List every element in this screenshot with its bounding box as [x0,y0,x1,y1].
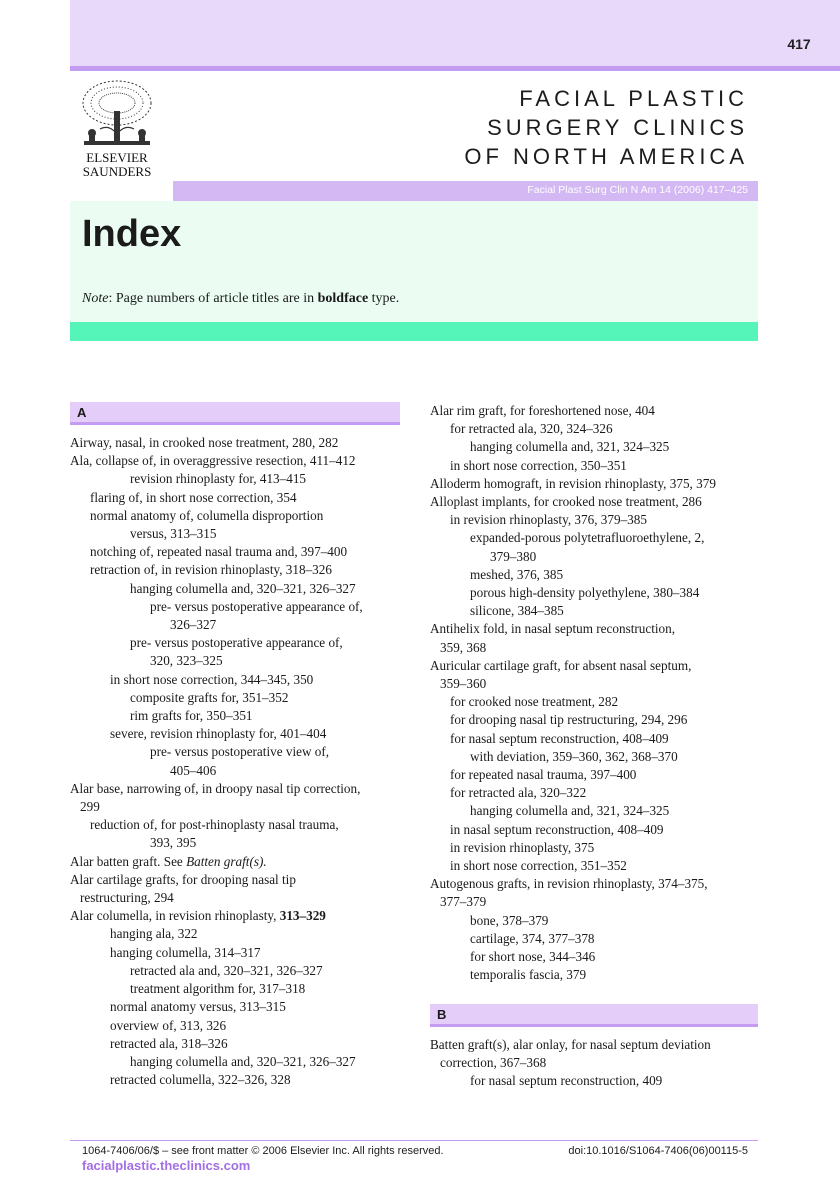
index-entry: in short nose correction, 350–351 [450,457,627,473]
index-entry: 405–406 [170,762,217,778]
index-entry: cartilage, 374, 377–378 [470,930,595,946]
index-entry: restructuring, 294 [80,890,174,906]
index-entry: 320, 323–325 [150,653,223,669]
index-entry: retracted columella, 322–326, 328 [110,1072,291,1088]
index-entry: temporalis fascia, 379 [470,967,587,983]
index-entry: pre- versus postoperative view of, [150,744,330,760]
index-entry: 377–379 [440,894,487,910]
section-letter-a: A [77,405,87,420]
index-entry [70,907,400,925]
note-bold-word: boldface [317,291,369,306]
index-entry: flaring of, in short nose correction, 354 [90,489,297,505]
index-entry [70,853,400,871]
index-entry: meshed, 376, 385 [470,566,564,582]
journal-title [464,84,748,171]
index-entry: rim grafts for, 350–351 [130,708,253,724]
index-entry-bold-pages: 313–329 [279,908,326,924]
index-entry: hanging columella and, 321, 324–325 [470,803,670,819]
index-entry: hanging columella and, 320–321, 326–327 [130,1053,356,1069]
index-entry: Auricular cartilage graft, for absent nasal septum, [430,657,692,673]
index-entry: versus, 313–315 [130,526,217,542]
index-entry: treatment algorithm for, 317–318 [130,981,306,997]
footer-doi: doi:10.1016/S1064-7406(06)00115-5 [568,1145,748,1157]
elsevier-logo [70,71,173,201]
index-entry: normal anatomy versus, 313–315 [110,999,286,1015]
note-text-2: type. [368,291,400,306]
index-entry: expanded-porous polytetrafluoroethylene, 2, [470,530,705,546]
index-entry: in short nose correction, 351–352 [450,858,627,874]
journal-title-line-2: SURGERY CLINICS [487,115,748,140]
page-number-box [758,0,840,66]
index-entry: for short nose, 344–346 [470,949,596,965]
index-entry: for crooked nose treatment, 282 [450,694,619,710]
index-entry: hanging ala, 322 [110,926,198,942]
journal-title-line-1: FACIAL PLASTIC [519,86,748,111]
index-entry: Alloderm homograft, in revision rhinoplasty, 375, 379 [430,475,716,491]
index-entry: for retracted ala, 320–322 [450,785,587,801]
note-text-1: : Page numbers of article titles are in [108,291,318,306]
index-entry: in revision rhinoplasty, 375 [450,839,595,855]
index-entry: in nasal septum reconstruction, 408–409 [450,821,664,837]
section-header-a [70,402,400,425]
index-entry: retracted ala, 318–326 [110,1035,228,1051]
index-entry: pre- versus postoperative appearance of, [150,598,363,614]
footer-rule [70,1140,758,1141]
index-entry: in revision rhinoplasty, 376, 379–385 [450,512,647,528]
index-entry-text: Alar columella, in revision rhinoplasty, [70,908,280,924]
journal-title-line-3: OF NORTH AMERICA [464,144,748,169]
index-entry: Ala, collapse of, in overaggressive resection, 411–412 [70,453,356,469]
index-entry: composite grafts for, 351–352 [130,689,289,705]
index-entry: for nasal septum reconstruction, 409 [470,1072,663,1088]
section-header-b [430,1004,758,1027]
index-entry: retraction of, in revision rhinoplasty, 318–326 [90,562,332,578]
citation: Facial Plast Surg Clin N Am 14 (2006) 417–425 [527,184,748,196]
note-label: Note [82,291,109,306]
index-entry: reduction of, for post-rhinoplasty nasal trauma, [90,817,339,833]
index-entry: Alar rim graft, for foreshortened nose, 404 [430,403,655,418]
index-entry: retracted ala and, 320–321, 326–327 [130,962,323,978]
page-number: 417 [787,36,811,52]
logo-text-elsevier: ELSEVIER [86,150,148,165]
index-entry: for drooping nasal tip restructuring, 294, 296 [450,712,688,728]
index-entry: revision rhinoplasty for, 413–415 [130,471,307,487]
index-entry-crossref: Batten graft(s). [186,853,267,869]
index-entry: Airway, nasal, in crooked nose treatment, 280, 282 [70,435,339,450]
index-entry: Autogenous grafts, in revision rhinoplasty, 374–375, [430,876,708,892]
index-entry: hanging columella, 314–317 [110,944,261,960]
index-entry: hanging columella and, 321, 324–325 [470,439,670,455]
index-entry: for nasal septum reconstruction, 408–409 [450,730,669,746]
elsevier-tree-icon [70,71,173,201]
index-column-right [430,402,758,1090]
index-entry: Batten graft(s), alar onlay, for nasal septum deviation [430,1036,711,1052]
index-entry: correction, 367–368 [440,1054,547,1070]
green-divider [70,322,758,341]
index-entry: hanging columella and, 320–321, 326–327 [130,580,356,596]
index-entry: in short nose correction, 344–345, 350 [110,671,314,687]
index-entry: 359–360 [440,676,487,692]
index-entry: bone, 378–379 [470,912,549,928]
index-entry: severe, revision rhinoplasty for, 401–404 [110,726,327,742]
index-entry: 359, 368 [440,639,487,655]
footer-url-link[interactable]: facialplastic.theclinics.com [82,1158,251,1173]
index-column-left [70,402,400,1089]
index-entry: Antihelix fold, in nasal septum reconstruction, [430,621,676,637]
index-entry: silicone, 384–385 [470,603,564,619]
page-title: Index [82,213,182,255]
index-entry: Alar base, narrowing of, in droopy nasal tip correction, [70,780,361,796]
index-entry: 299 [80,799,100,815]
header-band [70,0,758,66]
index-entry-text: Alar batten graft. See [70,853,187,869]
index-entry: pre- versus postoperative appearance of, [130,635,343,651]
index-entry: Alloplast implants, for crooked nose treatment, 286 [430,494,702,510]
section-letter-b: B [437,1006,447,1022]
index-entry: notching of, repeated nasal trauma and, 397–400 [90,544,348,560]
index-entry: with deviation, 359–360, 362, 368–370 [470,748,678,764]
logo-text-saunders: SAUNDERS [82,164,152,179]
index-entry: 393, 395 [150,835,197,851]
index-entry: 379–380 [490,548,537,564]
footer-copyright: 1064-7406/06/$ – see front matter © 2006 Elsevier Inc. All rights reserved. [82,1145,444,1157]
index-entry: Alar cartilage grafts, for drooping nasal tip [70,871,296,887]
index-entry: 326–327 [170,617,217,633]
index-entry: overview of, 313, 326 [110,1017,227,1033]
index-entry: porous high-density polyethylene, 380–384 [470,585,700,601]
index-entry: for retracted ala, 320, 324–326 [450,421,613,437]
index-entry: normal anatomy of, columella disproportion [90,507,324,523]
index-entry: for repeated nasal trauma, 397–400 [450,767,637,783]
note [82,291,399,307]
